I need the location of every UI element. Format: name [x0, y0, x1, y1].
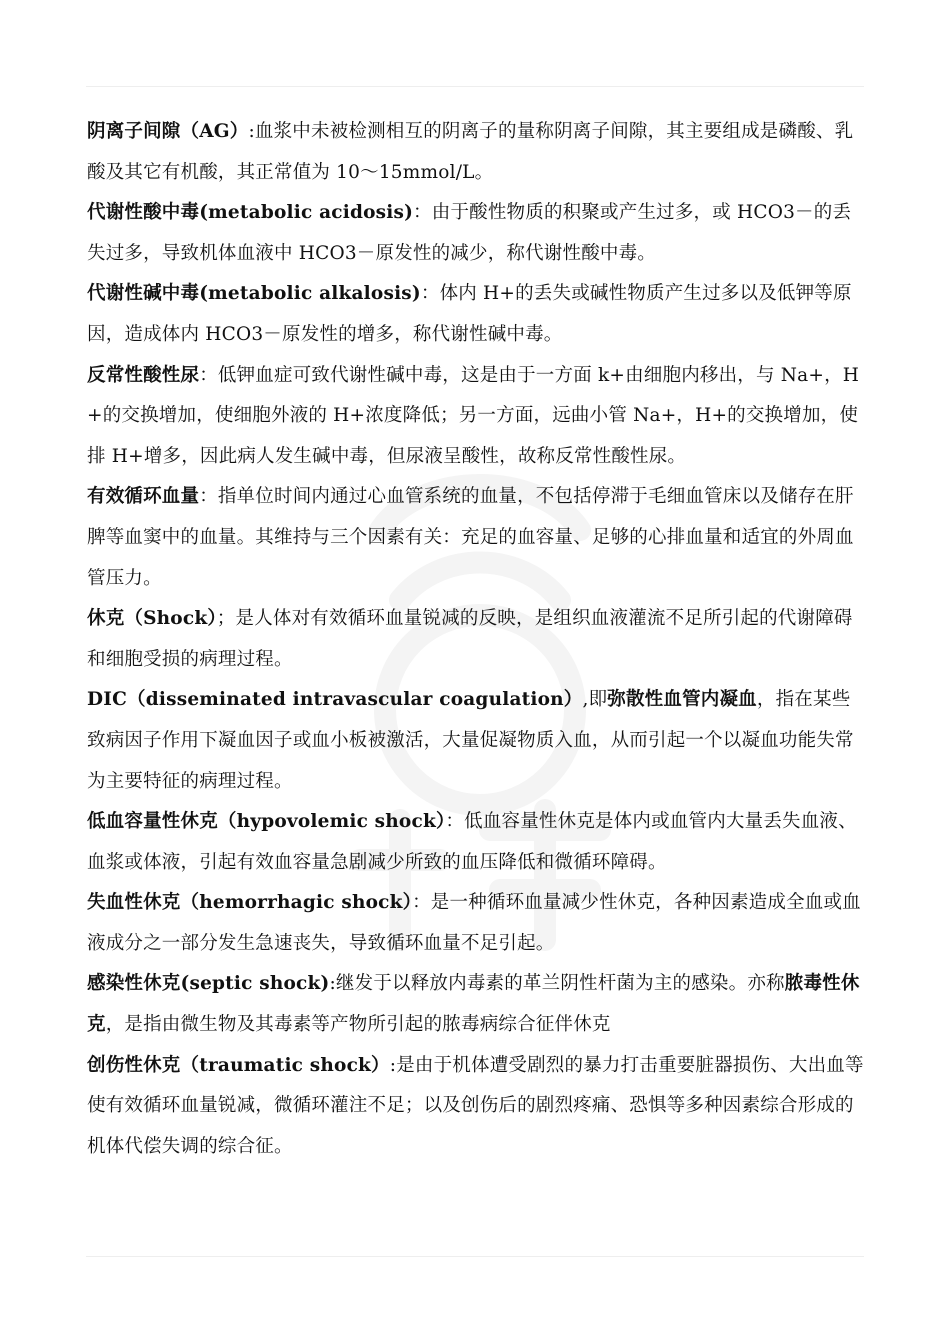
footer-rule	[86, 1256, 864, 1257]
definition-continued: ，指在某些致病因子作用下凝血因子或血小板被激活，大量促凝物质入血，从而引起一个以凝血功能失常为主要特征的病理过程。	[87, 689, 854, 792]
glossary	[87, 112, 869, 1167]
entry-septic-shock	[87, 964, 869, 1045]
definition: ：由于酸性物质的积聚或产生过多，或 HCO3－的丢失过多，导致机体血液中 HCO3－原发性的减少，称代谢性酸中毒。	[87, 202, 852, 264]
definition: :继发于以释放内毒素的革兰阴性杆菌为主的感染。亦称	[329, 973, 785, 995]
entry-traumatic-shock	[87, 1046, 869, 1168]
definition: :是由于机体遭受剧烈的暴力打击重要脏器损伤、大出血等使有效循环血量锐减，微循环灌注不足；以及创伤后的剧烈疼痛、恐惧等多种因素综合形成的机体代偿失调的综合征。	[87, 1054, 864, 1157]
definition: ：是一种循环血量减少性休克，各种因素造成全血或血液成分之一部分发生急速丧失，导致循环血量不足引起。	[87, 892, 861, 954]
emphasis: 脓毒性休克	[87, 973, 860, 1036]
entry-dic	[87, 680, 869, 802]
term: 创伤性休克（traumatic shock）	[87, 1054, 390, 1076]
definition: :血浆中未被检测相互的阴离子的量称阴离子间隙，其主要组成是磷酸、乳酸及其它有机酸，其正常值为 10～15mmol/L。	[87, 121, 854, 183]
entry-shock	[87, 599, 869, 680]
definition: ：低血容量性休克是体内或血管内大量丢失血液、血浆或体液，引起有效血容量急剧减少所致的血压降低和微循环障碍。	[87, 811, 857, 873]
entry-anion-gap	[87, 112, 869, 193]
header-rule	[86, 86, 864, 87]
definition: ,即	[582, 689, 608, 711]
entry-effective-circulating-volume	[87, 477, 869, 599]
term: 有效循环血量	[87, 486, 200, 508]
term: 反常性酸性尿	[87, 364, 200, 386]
definition: ；是人体对有效循环血量锐减的反映，是组织血液灌流不足所引起的代谢障碍和细胞受损的病理过程。	[87, 608, 853, 670]
term: 感染性休克(septic shock)	[87, 973, 330, 995]
term: 休克（Shock）	[87, 608, 217, 630]
entry-hypovolemic-shock	[87, 802, 869, 883]
definition: ：体内 H+的丢失或碱性物质产生过多以及低钾等原因，造成体内 HCO3－原发性的增多，称代谢性碱中毒。	[87, 283, 852, 345]
definition: ：低钾血症可致代谢性碱中毒，这是由于一方面 k+由细胞内移出，与 Na+，H+的交换增加，使细胞外液的 H+浓度降低；另一方面，远曲小管 Na+，H+的交换增加，使排 H+增多，因此病人发生碱中毒，但尿液呈酸性，故称反常性酸性尿。	[87, 364, 860, 467]
definition-continued: ，是指由微生物及其毒素等产物所引起的脓毒病综合征伴休克	[105, 1014, 611, 1036]
emphasis: 弥散性血管内凝血	[607, 689, 757, 711]
term: 代谢性碱中毒(metabolic alkalosis)	[87, 283, 421, 305]
term: 失血性休克（hemorrhagic shock）	[87, 892, 413, 914]
definition: ：指单位时间内通过心血管系统的血量，不包括停滞于毛细血管床以及储存在肝脾等血窦中的血量。其维持与三个因素有关：充足的血容量、足够的心排血量和适宜的外周血管压力。	[87, 486, 854, 589]
entry-hemorrhagic-shock	[87, 883, 869, 964]
entry-paradoxical-aciduria	[87, 356, 869, 478]
term: 阴离子间隙（AG）	[87, 121, 249, 142]
term: DIC（disseminated intravascular coagulation）	[87, 689, 583, 711]
entry-metabolic-alkalosis	[87, 274, 869, 355]
entry-metabolic-acidosis	[87, 193, 869, 274]
term: 代谢性酸中毒(metabolic acidosis)	[87, 202, 414, 224]
term: 低血容量性休克（hypovolemic shock）	[87, 811, 446, 833]
